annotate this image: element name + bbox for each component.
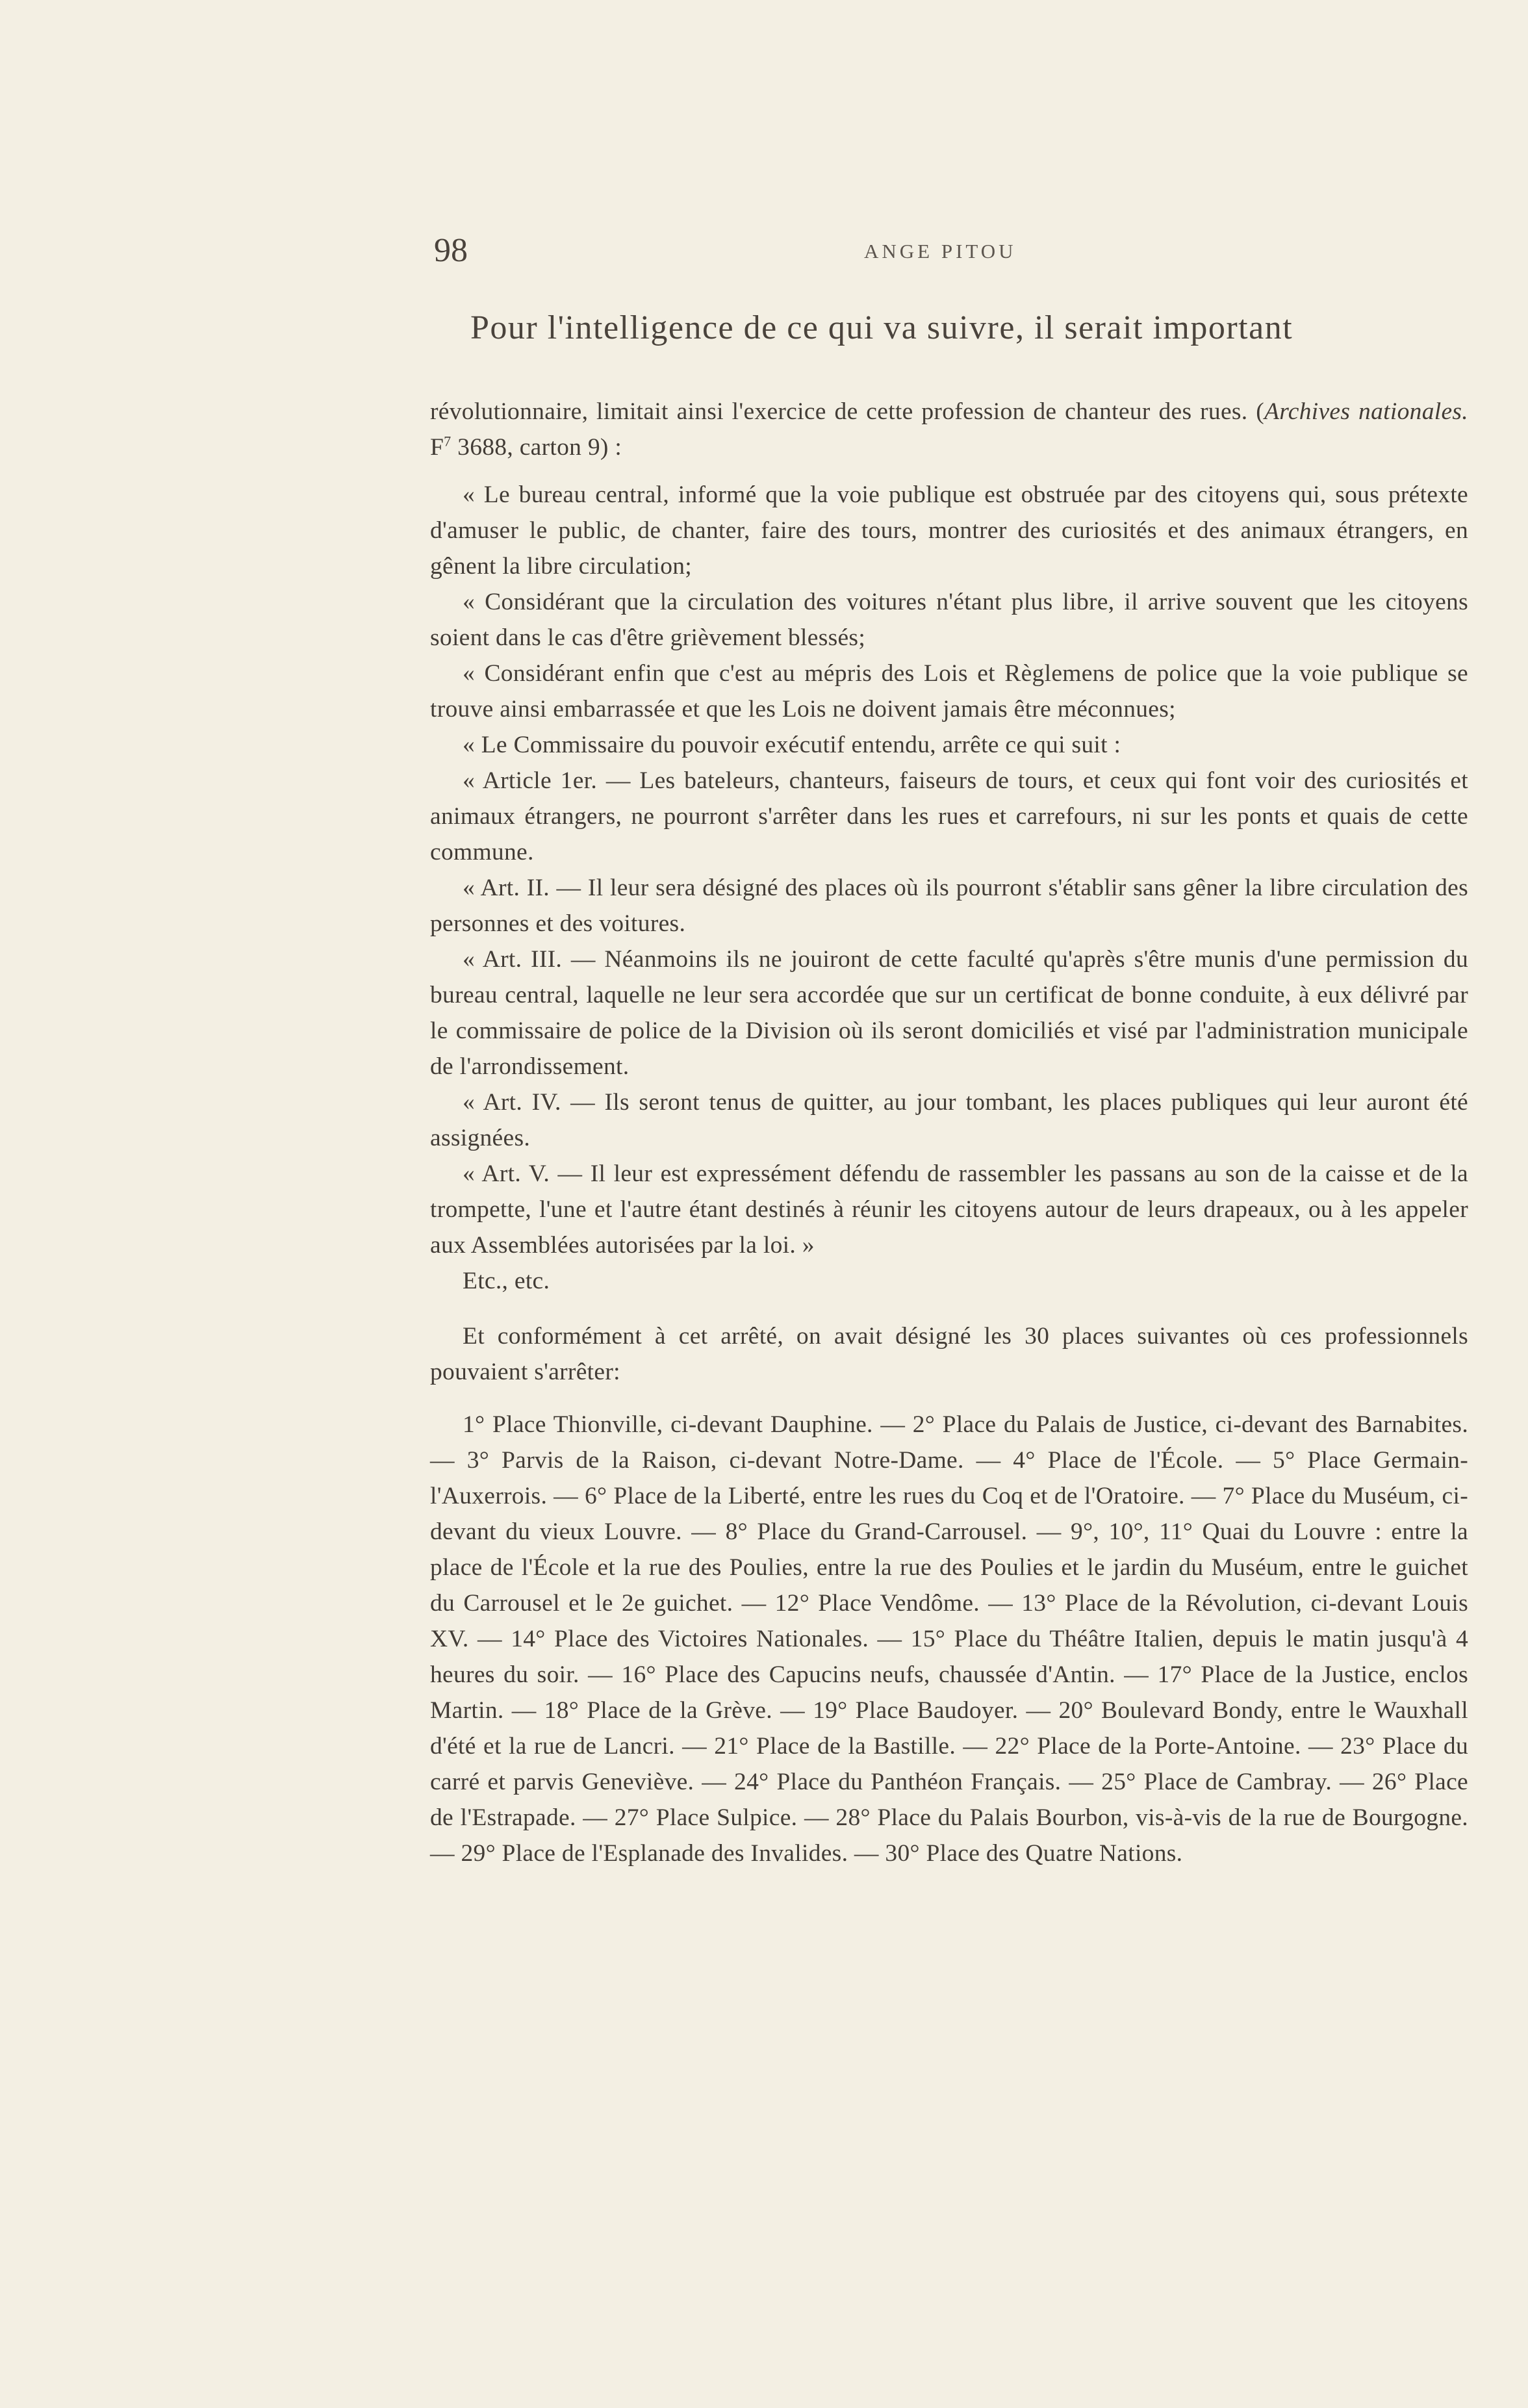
running-title: ANGE PITOU [864,240,1017,263]
decree-paragraph: « Le Commissaire du pouvoir exécutif entendu, arrête ce qui suit : [463,732,1121,758]
conclusion-paragraph: Et conformément à cet arrêté, on avait désigné les 30 places suivantes où ces professionnels pouvaient s'arrêter: [430,1323,1468,1385]
intro-paragraph: révolutionnaire, limitait ainsi l'exercice de cette profession de chanteur des rues. (Archives nationales. $F^7$ 3688, carton 9) : [430,398,1468,461]
page-number: 98 [434,232,468,269]
places-list: 1° Place Thionville, ci-devant Dauphine. — 2° Place du Palais de Justice, ci-devant des Barnabites. — 3° Parvis de la Raison, ci-devant Notre-Dame. — 4° Place de l'École. — 5° Place Germain-l'Auxerrois. — 6° Place de la Liberté, entre les rues du Coq et de l'Oratoire. — 7° Place du Muséum, ci-devant du vieux Louvre. — 8° Place du Grand-Carrousel. — 9°, 10°, 11° Quai du Louvre : entre la place de l'École et la rue des Poulies, entre la rue des Poulies et le jardin du Muséum, entre le guichet du Carrousel et le 2e guichet. — 12° Place Vendôme. — 13° Place de la Révolution, ci-devant Louis XV. — 14° Place des Victoires Nationales. — 15° Place du Théâtre Italien, depuis le matin jusqu'à 4 heures du soir. — 16° Place des Capucins neufs, chaussée d'Antin. — 17° Place de la Justice, enclos Martin. — 18° Place de la Grève. — 19° Place Baudoyer. — 20° Boulevard Bondy, entre le Wauxhall d'été et la rue de Lancri. — 21° Place de la Bastille. — 22° Place de la Porte-Antoine. — 23° Place du carré et parvis Geneviève. — 24° Place du Panthéon Français. — 25° Place de Cambray. — 26° Place de l'Estrapade. — 27° Place Sulpice. — 28° Place du Palais Bourbon, vis-à-vis de la rue de Bourgogne. — 29° Place de l'Esplanade des Invalides. — 30° Place des Quatre Nations. [430,1411,1468,1867]
decree-article-1: « Article 1er. — Les bateleurs, chanteurs, faiseurs de tours, et ceux qui font voir des curiosités et animaux étrangers, ne pourront s'arrêter dans les rues et carrefours, ni sur les ponts et quais de cette commune. [430,767,1468,865]
decree-article-5: « Art. V. — Il leur est expressément défendu de rassembler les passans au son de la caisse et de la trompette, l'une et l'autre étant destinés à réunir les citoyens autour de leurs drapeaux, ou à les appeler aux Assemblées autorisées par la loi. » [430,1160,1468,1259]
archive-citation: Archives nationales. [1264,398,1468,425]
decree-article-2: « Art. II. — Il leur sera désigné des places où ils pourront s'établir sans gêner la libre circulation des personnes et des voitures. [430,875,1468,937]
decree-etc: Etc., etc. [463,1268,550,1294]
decree-article-3: « Art. III. — Néanmoins ils ne jouiront de cette faculté qu'après s'être munis d'une permission du bureau central, laquelle ne leur sera accordée que sur un certificat de bonne conduite, à eux délivré par le commissaire de police de la Division où ils seront domiciliés et visé par l'administration municipale de l'arrondissement. [430,946,1468,1080]
page-header [434,231,1454,270]
decree-article-4: « Art. IV. — Ils seront tenus de quitter, au jour tombant, les places publiques qui leur auront été assignées. [430,1089,1468,1151]
decree-paragraph: « Le bureau central, informé que la voie publique est obstruée par des citoyens qui, sous prétexte d'amuser le public, de chanter, faire des tours, montrer des curiosités et des animaux étrangers, en gênent la libre circulation; [430,481,1468,580]
decree-paragraph: « Considérant que la circulation des voitures n'étant plus libre, il arrive souvent que les citoyens soient dans le cas d'être grièvement blessés; [430,589,1468,651]
decree-paragraph: « Considérant enfin que c'est au mépris des Lois et Règlemens de police que la voie publique se trouve ainsi embarrassée et que les Lois ne doivent jamais être méconnues; [430,660,1468,723]
body-text [430,394,1468,1871]
heading-sentence: Pour l'intelligence de ce qui va suivre, il serait important [470,309,1293,346]
